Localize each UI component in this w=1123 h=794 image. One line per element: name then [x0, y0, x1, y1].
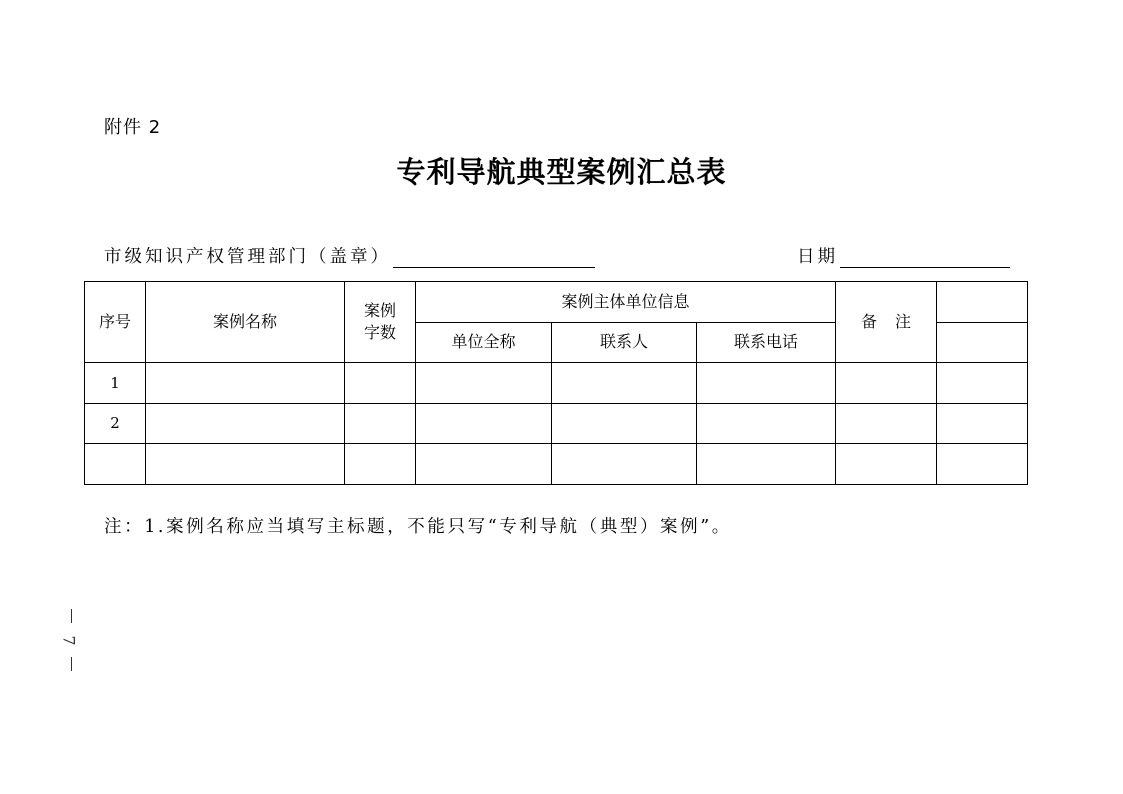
cell-extra[interactable]	[937, 363, 1028, 404]
department-seal-line	[104, 243, 595, 268]
cell-remark[interactable]	[836, 403, 937, 444]
cell-contact-person[interactable]	[552, 363, 697, 404]
header-entity-info: 案例主体单位信息	[416, 282, 836, 323]
cell-contact-person[interactable]	[552, 444, 697, 485]
cell-contact-phone[interactable]	[697, 363, 836, 404]
cell-unit-full-name[interactable]	[416, 444, 552, 485]
header-word-count	[345, 282, 416, 363]
case-summary-table	[84, 281, 1028, 485]
cell-contact-phone[interactable]	[697, 444, 836, 485]
table-row	[85, 363, 1028, 404]
header-contact-person: 联系人	[552, 322, 697, 363]
cell-contact-phone[interactable]	[697, 403, 836, 444]
row-index: 2	[85, 403, 146, 444]
cell-remark[interactable]	[836, 363, 937, 404]
cell-contact-person[interactable]	[552, 403, 697, 444]
cell-extra[interactable]	[937, 403, 1028, 444]
cell-remark[interactable]	[836, 444, 937, 485]
header-unit-full-name: 单位全称	[416, 322, 552, 363]
header-remark-char2: 注	[895, 312, 912, 332]
cell-word-count[interactable]	[345, 403, 416, 444]
header-word-count-line1: 案例	[363, 301, 396, 321]
cell-unit-full-name[interactable]	[416, 363, 552, 404]
header-remark	[836, 282, 937, 363]
table-row	[85, 403, 1028, 444]
cell-case-name[interactable]	[146, 444, 345, 485]
date-line	[797, 243, 1010, 268]
header-extra-top	[937, 282, 1028, 323]
page-number-dash-top	[71, 609, 72, 623]
date-blank	[840, 247, 1010, 268]
header-extra-bottom	[937, 322, 1028, 363]
header-word-count-line2: 字数	[363, 323, 396, 342]
attachment-label: 附件 2	[104, 117, 162, 138]
cell-extra[interactable]	[937, 444, 1028, 485]
row-index: 1	[85, 363, 146, 404]
page-title: 专利导航典型案例汇总表	[396, 155, 727, 189]
page-number-digit: 7	[59, 635, 79, 646]
cell-case-name[interactable]	[146, 363, 345, 404]
row-index	[85, 444, 146, 485]
header-case-name: 案例名称	[146, 282, 345, 363]
department-label: 市级知识产权管理部门（盖章）	[104, 247, 391, 267]
header-contact-phone: 联系电话	[697, 322, 836, 363]
cell-unit-full-name[interactable]	[416, 403, 552, 444]
cell-word-count[interactable]	[345, 363, 416, 404]
page-number-dash-bottom	[71, 657, 72, 671]
date-label: 日期	[797, 247, 838, 267]
cell-word-count[interactable]	[345, 444, 416, 485]
header-remark-char1: 备	[860, 312, 877, 332]
department-blank	[393, 247, 595, 268]
table-note: 注：1.案例名称应当填写主标题，不能只写“专利导航（典型）案例”。	[104, 517, 732, 537]
table-row	[85, 444, 1028, 485]
header-row-1	[85, 282, 1028, 323]
page-number	[60, 605, 84, 675]
cell-case-name[interactable]	[146, 403, 345, 444]
header-index: 序号	[85, 282, 146, 363]
